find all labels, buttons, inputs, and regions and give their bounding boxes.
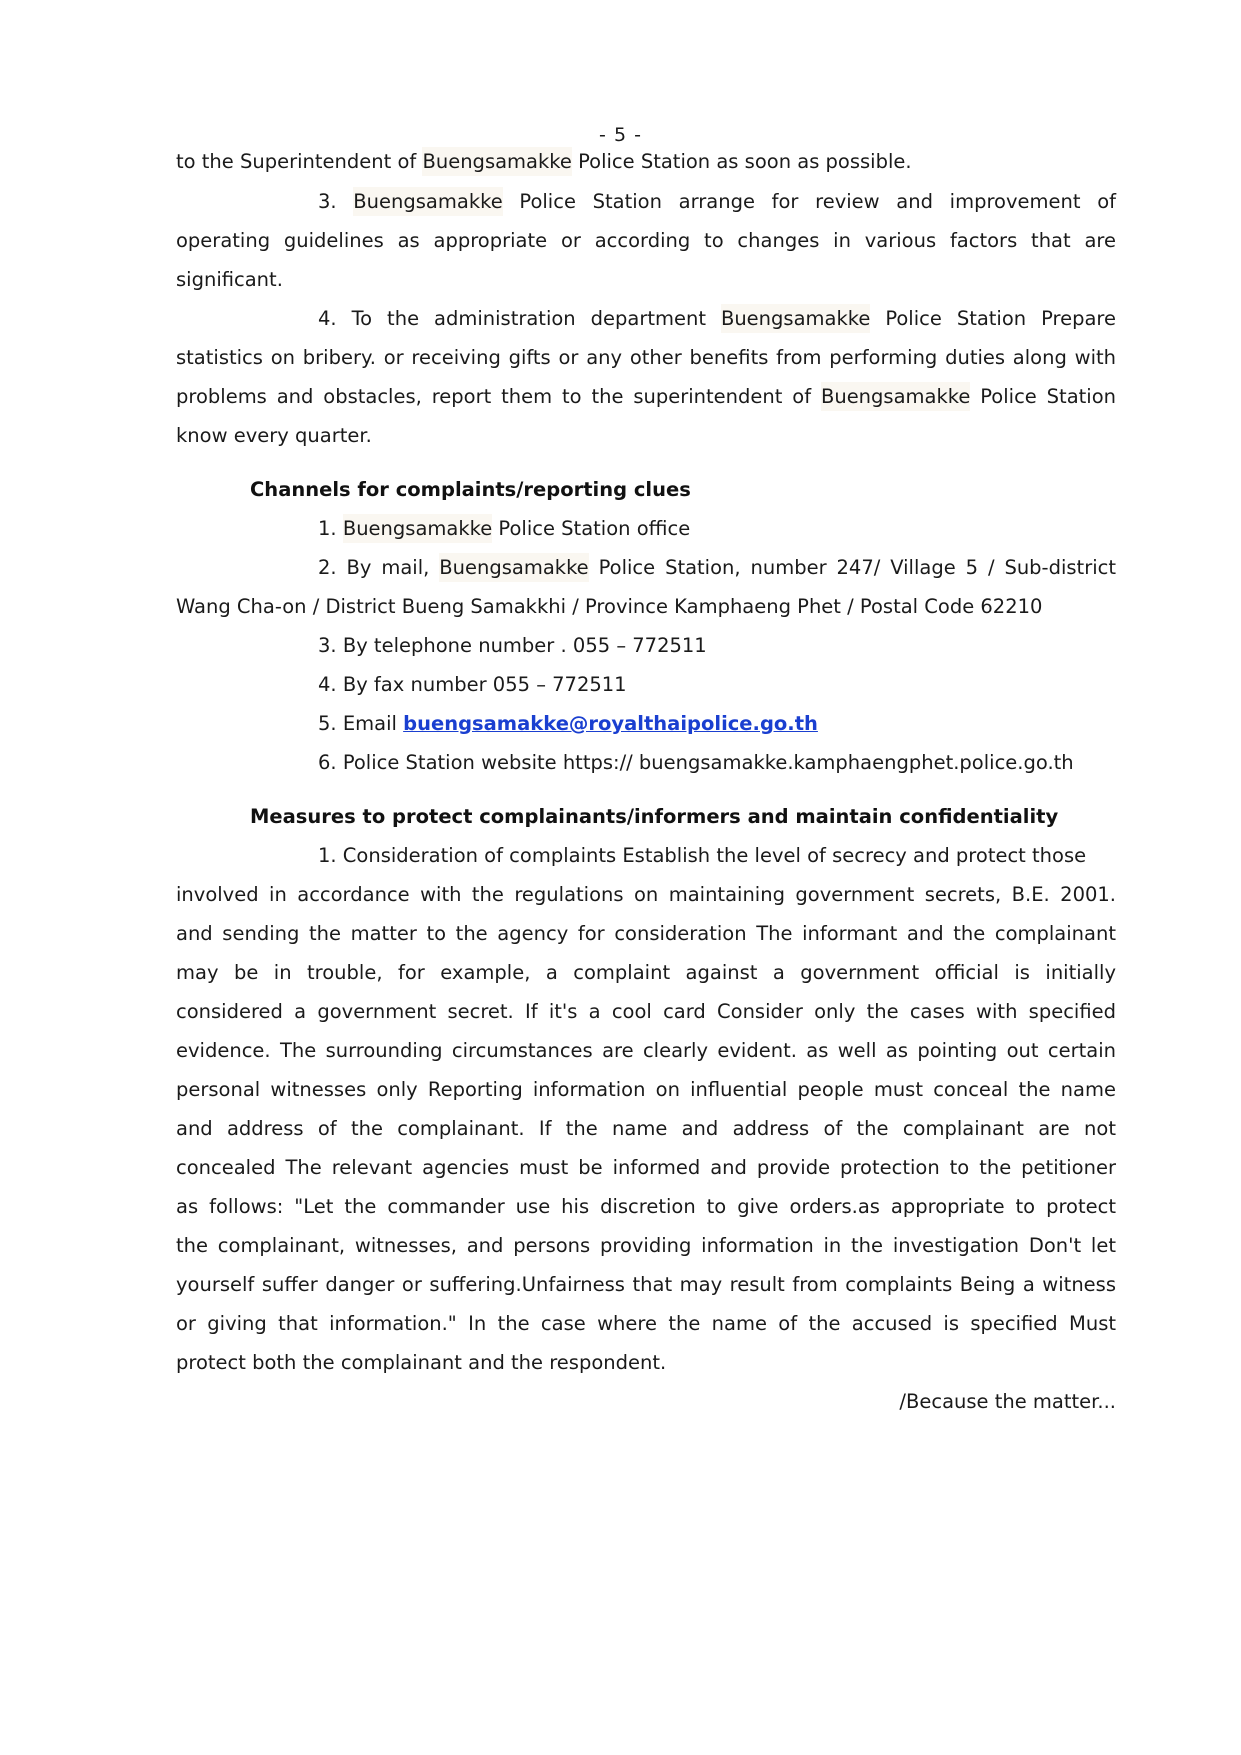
text: to the Superintendent of [176,150,423,173]
measures-paragraph-line: considered a government secret. If it's a cool card Consider only the cases with specified [176,1000,1116,1023]
station-name-highlight: Buengsamakke [821,382,970,411]
item-number: 3. [318,634,337,657]
item-number: 6. [318,751,337,774]
text: Police Station, number 247/ Village 5 / Sub-district [588,556,1116,579]
text: Police Station [970,385,1116,408]
item-3-line-1 [318,188,1116,216]
measures-paragraph-line: yourself suffer danger or suffering.Unfairness that may result from complaints Being a witness [176,1273,1116,1296]
channels-heading: Channels for complaints/reporting clues [250,478,691,501]
measures-paragraph-line: or giving that information." In the case where the name of the accused is specified Must [176,1312,1116,1335]
measures-paragraph-line: may be in trouble, for example, a complaint against a government official is initially [176,961,1116,984]
item-3-line-2: operating guidelines as appropriate or according to changes in various factors that are [176,229,1116,252]
station-name-highlight: Buengsamakke [439,553,588,582]
measures-last-line: protect both the complainant and the respondent. [176,1351,667,1374]
item-number: 3. [318,190,337,213]
station-name-highlight: Buengsamakke [353,187,502,216]
measures-paragraph-line: concealed The relevant agencies must be informed and provide protection to the petitioner [176,1156,1116,1179]
item-4-line-2: statistics on bribery. or receiving gifts or any other benefits from performing duties along with [176,346,1116,369]
measures-paragraph-line: as follows: "Let the commander use his discretion to give orders.as appropriate to protect [176,1195,1116,1218]
fax-text: By fax number 055 – 772511 [342,673,627,696]
station-name-highlight: Buengsamakke [422,147,571,176]
channel-item-3 [318,632,1116,660]
station-name-highlight: Buengsamakke [343,514,492,543]
measures-paragraph-line: the complainant, witnesses, and persons providing information in the investigation Don't let [176,1234,1116,1257]
text: Police Station as soon as possible. [571,150,912,173]
paragraph-continuation [176,148,1116,176]
item-4-line-3 [176,383,1116,411]
item-4-line-1 [318,305,1116,333]
text: To the administration department [351,307,721,330]
text: By mail, [346,556,440,579]
channel-item-2-address: Wang Cha-on / District Bueng Samakkhi / Province Kamphaeng Phet / Postal Code 62210 [176,595,1043,618]
telephone-text: By telephone number . 055 – 772511 [342,634,707,657]
email-link[interactable]: buengsamakke@royalthaipolice.go.th [403,712,818,735]
text: Police Station Prepare [870,307,1117,330]
text: Police Station office [492,517,691,540]
item-number: 5. [318,712,337,735]
website-text: Police Station website https:// buengsamakke.kamphaengphet.police.go.th [342,751,1074,774]
measures-item-1-first-line: 1. Consideration of complaints Establish the level of secrecy and protect those [318,844,1087,867]
measures-paragraph-line: and address of the complainant. If the name and address of the complainant are not [176,1117,1116,1140]
measures-paragraph-line: personal witnesses only Reporting information on influential people must conceal the name [176,1078,1116,1101]
station-name-highlight: Buengsamakke [721,304,870,333]
channel-item-4 [318,671,1116,699]
page-number: - 5 - [599,124,642,146]
item-number: 2. [318,556,337,579]
email-label: Email [342,712,404,735]
measures-paragraph-line: evidence. The surrounding circumstances are clearly evident. as well as pointing out certain [176,1039,1116,1062]
measures-paragraph-line: and sending the matter to the agency for consideration The informant and the complainant [176,922,1116,945]
text: problems and obstacles, report them to the superintendent of [176,385,821,408]
channel-item-1 [318,515,1116,543]
channel-item-6 [318,749,1116,777]
channel-item-5 [318,710,1116,738]
item-number: 4. [318,307,337,330]
continuation-marker: /Because the matter... [899,1390,1116,1413]
channel-item-2 [318,554,1116,582]
measures-heading: Measures to protect complainants/informers and maintain confidentiality [250,805,1059,828]
item-3-line-3: significant. [176,268,283,291]
measures-paragraph-line: involved in accordance with the regulations on maintaining government secrets, B.E. 2001. [176,883,1116,906]
item-number: 1. [318,517,337,540]
item-number: 4. [318,673,337,696]
item-4-line-4: know every quarter. [176,424,372,447]
text: Police Station arrange for review and improvement of [502,190,1116,213]
